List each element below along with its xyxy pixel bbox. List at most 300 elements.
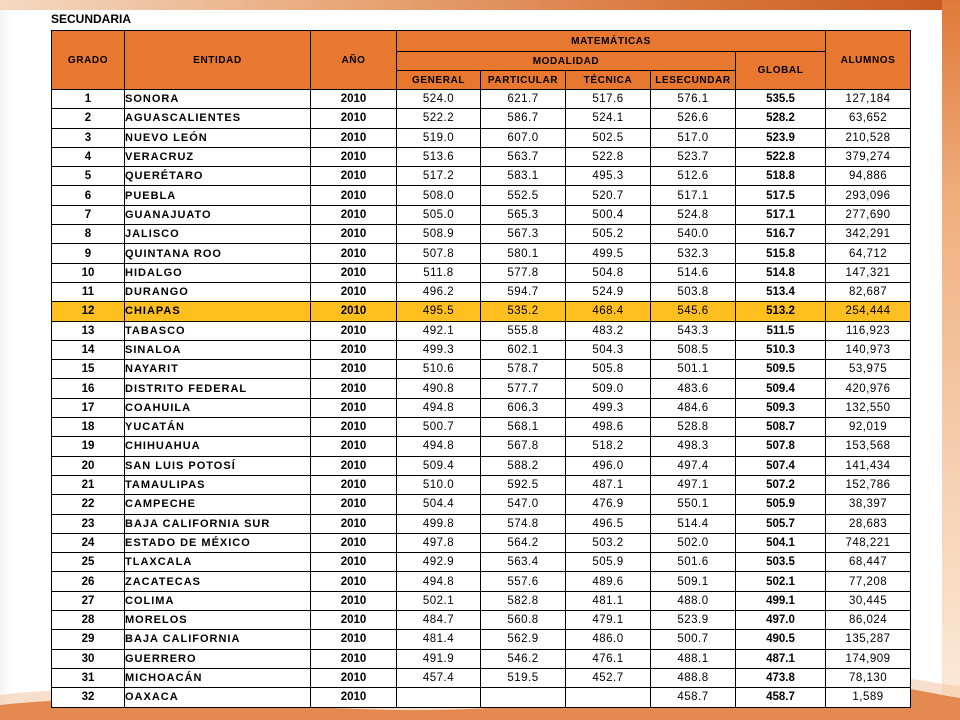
results-table bbox=[51, 30, 911, 708]
right-decorative-band bbox=[942, 0, 960, 700]
cell-tecnica: 504.8 bbox=[566, 263, 651, 282]
cell-general: 510.0 bbox=[397, 475, 481, 494]
cell-alumnos: 28,683 bbox=[826, 514, 911, 533]
cell-general: 491.9 bbox=[397, 649, 481, 668]
cell-grado: 3 bbox=[52, 128, 125, 147]
cell-particular: 564.2 bbox=[481, 533, 566, 552]
table-row bbox=[52, 379, 911, 398]
cell-particular: 574.8 bbox=[481, 514, 566, 533]
cell-alumnos: 63,652 bbox=[826, 109, 911, 128]
cell-particular: 546.2 bbox=[481, 649, 566, 668]
cell-global: 518.8 bbox=[736, 167, 826, 186]
cell-grado: 20 bbox=[52, 456, 125, 475]
cell-general: 499.8 bbox=[397, 514, 481, 533]
cell-ano: 2010 bbox=[311, 147, 397, 166]
cell-ano: 2010 bbox=[311, 688, 397, 707]
cell-telesecundaria: 512.6 bbox=[651, 167, 736, 186]
cell-entidad: MICHOACÁN bbox=[125, 668, 311, 687]
table-row bbox=[52, 630, 911, 649]
cell-tecnica: 496.5 bbox=[566, 514, 651, 533]
cell-general: 494.8 bbox=[397, 572, 481, 591]
cell-telesecundaria: 500.7 bbox=[651, 630, 736, 649]
cell-particular: 555.8 bbox=[481, 321, 566, 340]
col-header-matematicas: MATEMÁTICAS bbox=[397, 31, 826, 52]
cell-grado: 22 bbox=[52, 495, 125, 514]
cell-general: 507.8 bbox=[397, 244, 481, 263]
cell-entidad: MORELOS bbox=[125, 611, 311, 630]
cell-global: 522.8 bbox=[736, 147, 826, 166]
cell-telesecundaria: 523.7 bbox=[651, 147, 736, 166]
cell-alumnos: 77,208 bbox=[826, 572, 911, 591]
cell-grado: 30 bbox=[52, 649, 125, 668]
cell-general: 494.8 bbox=[397, 398, 481, 417]
cell-grado: 25 bbox=[52, 553, 125, 572]
cell-ano: 2010 bbox=[311, 649, 397, 668]
cell-general: 492.1 bbox=[397, 321, 481, 340]
cell-tecnica: 505.2 bbox=[566, 225, 651, 244]
col-header-tecnica: TÉCNICA bbox=[566, 71, 651, 90]
cell-global: 499.1 bbox=[736, 591, 826, 610]
cell-telesecundaria: 514.4 bbox=[651, 514, 736, 533]
cell-grado: 4 bbox=[52, 147, 125, 166]
cell-telesecundaria: 514.6 bbox=[651, 263, 736, 282]
col-header-ano: AÑO bbox=[311, 31, 397, 90]
cell-particular bbox=[481, 688, 566, 707]
table-row bbox=[52, 398, 911, 417]
cell-entidad: DISTRITO FEDERAL bbox=[125, 379, 311, 398]
cell-global: 509.4 bbox=[736, 379, 826, 398]
cell-ano: 2010 bbox=[311, 495, 397, 514]
cell-alumnos: 420,976 bbox=[826, 379, 911, 398]
cell-alumnos: 92,019 bbox=[826, 418, 911, 437]
cell-entidad: HIDALGO bbox=[125, 263, 311, 282]
cell-grado: 14 bbox=[52, 340, 125, 359]
cell-ano: 2010 bbox=[311, 321, 397, 340]
cell-grado: 26 bbox=[52, 572, 125, 591]
cell-general: 494.8 bbox=[397, 437, 481, 456]
cell-grado: 11 bbox=[52, 282, 125, 301]
cell-tecnica: 498.6 bbox=[566, 418, 651, 437]
cell-grado: 32 bbox=[52, 688, 125, 707]
cell-global: 517.1 bbox=[736, 205, 826, 224]
table-row bbox=[52, 533, 911, 552]
cell-entidad: SONORA bbox=[125, 90, 311, 109]
cell-ano: 2010 bbox=[311, 109, 397, 128]
cell-tecnica: 517.6 bbox=[566, 90, 651, 109]
cell-tecnica: 503.2 bbox=[566, 533, 651, 552]
cell-general: 522.2 bbox=[397, 109, 481, 128]
cell-particular: 578.7 bbox=[481, 360, 566, 379]
cell-tecnica bbox=[566, 688, 651, 707]
cell-alumnos: 277,690 bbox=[826, 205, 911, 224]
cell-alumnos: 132,550 bbox=[826, 398, 911, 417]
cell-telesecundaria: 545.6 bbox=[651, 302, 736, 321]
cell-entidad: QUINTANA ROO bbox=[125, 244, 311, 263]
cell-tecnica: 496.0 bbox=[566, 456, 651, 475]
cell-alumnos: 210,528 bbox=[826, 128, 911, 147]
cell-global: 511.5 bbox=[736, 321, 826, 340]
cell-general: 499.3 bbox=[397, 340, 481, 359]
cell-particular: 606.3 bbox=[481, 398, 566, 417]
cell-ano: 2010 bbox=[311, 418, 397, 437]
cell-telesecundaria: 526.6 bbox=[651, 109, 736, 128]
cell-grado: 16 bbox=[52, 379, 125, 398]
table-body bbox=[52, 90, 911, 708]
cell-entidad: NUEVO LEÓN bbox=[125, 128, 311, 147]
cell-entidad: OAXACA bbox=[125, 688, 311, 707]
cell-telesecundaria: 501.1 bbox=[651, 360, 736, 379]
cell-ano: 2010 bbox=[311, 456, 397, 475]
cell-tecnica: 489.6 bbox=[566, 572, 651, 591]
cell-grado: 28 bbox=[52, 611, 125, 630]
cell-particular: 567.3 bbox=[481, 225, 566, 244]
cell-entidad: ESTADO DE MÉXICO bbox=[125, 533, 311, 552]
cell-tecnica: 499.3 bbox=[566, 398, 651, 417]
cell-global: 535.5 bbox=[736, 90, 826, 109]
table-row bbox=[52, 360, 911, 379]
cell-ano: 2010 bbox=[311, 302, 397, 321]
cell-general: 502.1 bbox=[397, 591, 481, 610]
cell-particular: 567.8 bbox=[481, 437, 566, 456]
cell-particular: 535.2 bbox=[481, 302, 566, 321]
cell-ano: 2010 bbox=[311, 553, 397, 572]
cell-ano: 2010 bbox=[311, 475, 397, 494]
cell-entidad: GUERRERO bbox=[125, 649, 311, 668]
cell-general: 508.9 bbox=[397, 225, 481, 244]
cell-global: 517.5 bbox=[736, 186, 826, 205]
table-row bbox=[52, 572, 911, 591]
cell-particular: 519.5 bbox=[481, 668, 566, 687]
table-row bbox=[52, 302, 911, 321]
cell-tecnica: 495.3 bbox=[566, 167, 651, 186]
cell-particular: 621.7 bbox=[481, 90, 566, 109]
cell-ano: 2010 bbox=[311, 611, 397, 630]
cell-particular: 588.2 bbox=[481, 456, 566, 475]
cell-telesecundaria: 497.1 bbox=[651, 475, 736, 494]
cell-tecnica: 524.9 bbox=[566, 282, 651, 301]
cell-global: 505.9 bbox=[736, 495, 826, 514]
cell-particular: 563.7 bbox=[481, 147, 566, 166]
col-header-modalidad: MODALIDAD bbox=[397, 52, 736, 71]
cell-tecnica: 486.0 bbox=[566, 630, 651, 649]
cell-entidad: DURANGO bbox=[125, 282, 311, 301]
cell-grado: 12 bbox=[52, 302, 125, 321]
cell-tecnica: 504.3 bbox=[566, 340, 651, 359]
cell-ano: 2010 bbox=[311, 514, 397, 533]
cell-alumnos: 152,786 bbox=[826, 475, 911, 494]
table-row bbox=[52, 418, 911, 437]
cell-tecnica: 483.2 bbox=[566, 321, 651, 340]
table-row bbox=[52, 475, 911, 494]
table-row bbox=[52, 553, 911, 572]
table-row bbox=[52, 688, 911, 707]
cell-ano: 2010 bbox=[311, 533, 397, 552]
col-header-grado: GRADO bbox=[52, 31, 125, 90]
cell-alumnos: 127,184 bbox=[826, 90, 911, 109]
cell-global: 458.7 bbox=[736, 688, 826, 707]
cell-global: 487.1 bbox=[736, 649, 826, 668]
cell-global: 473.8 bbox=[736, 668, 826, 687]
cell-grado: 19 bbox=[52, 437, 125, 456]
cell-tecnica: 476.1 bbox=[566, 649, 651, 668]
cell-particular: 557.6 bbox=[481, 572, 566, 591]
cell-grado: 2 bbox=[52, 109, 125, 128]
cell-general: 511.8 bbox=[397, 263, 481, 282]
cell-particular: 565.3 bbox=[481, 205, 566, 224]
cell-ano: 2010 bbox=[311, 591, 397, 610]
table-row bbox=[52, 244, 911, 263]
cell-tecnica: 468.4 bbox=[566, 302, 651, 321]
cell-telesecundaria: 488.0 bbox=[651, 591, 736, 610]
cell-particular: 592.5 bbox=[481, 475, 566, 494]
cell-grado: 13 bbox=[52, 321, 125, 340]
cell-alumnos: 1,589 bbox=[826, 688, 911, 707]
cell-global: 497.0 bbox=[736, 611, 826, 630]
cell-alumnos: 53,975 bbox=[826, 360, 911, 379]
cell-ano: 2010 bbox=[311, 244, 397, 263]
cell-ano: 2010 bbox=[311, 167, 397, 186]
cell-particular: 594.7 bbox=[481, 282, 566, 301]
cell-global: 507.2 bbox=[736, 475, 826, 494]
cell-tecnica: 452.7 bbox=[566, 668, 651, 687]
cell-general bbox=[397, 688, 481, 707]
top-decorative-band bbox=[0, 0, 960, 10]
cell-ano: 2010 bbox=[311, 360, 397, 379]
cell-general: 495.5 bbox=[397, 302, 481, 321]
cell-global: 510.3 bbox=[736, 340, 826, 359]
cell-global: 515.8 bbox=[736, 244, 826, 263]
cell-grado: 7 bbox=[52, 205, 125, 224]
table-header bbox=[52, 31, 911, 90]
cell-alumnos: 64,712 bbox=[826, 244, 911, 263]
table-row bbox=[52, 321, 911, 340]
cell-particular: 582.8 bbox=[481, 591, 566, 610]
table-row bbox=[52, 147, 911, 166]
table-row bbox=[52, 437, 911, 456]
cell-entidad: VERACRUZ bbox=[125, 147, 311, 166]
cell-general: 481.4 bbox=[397, 630, 481, 649]
cell-tecnica: 479.1 bbox=[566, 611, 651, 630]
cell-ano: 2010 bbox=[311, 437, 397, 456]
col-header-particular: PARTICULAR bbox=[481, 71, 566, 90]
cell-telesecundaria: 502.0 bbox=[651, 533, 736, 552]
cell-tecnica: 509.0 bbox=[566, 379, 651, 398]
cell-entidad: COLIMA bbox=[125, 591, 311, 610]
table-row bbox=[52, 456, 911, 475]
cell-tecnica: 500.4 bbox=[566, 205, 651, 224]
cell-alumnos: 293,096 bbox=[826, 186, 911, 205]
cell-entidad: QUERÉTARO bbox=[125, 167, 311, 186]
cell-grado: 9 bbox=[52, 244, 125, 263]
cell-global: 508.7 bbox=[736, 418, 826, 437]
cell-alumnos: 174,909 bbox=[826, 649, 911, 668]
cell-alumnos: 748,221 bbox=[826, 533, 911, 552]
left-shade bbox=[0, 0, 12, 720]
cell-entidad: CHIAPAS bbox=[125, 302, 311, 321]
table-row bbox=[52, 186, 911, 205]
cell-entidad: COAHUILA bbox=[125, 398, 311, 417]
cell-telesecundaria: 576.1 bbox=[651, 90, 736, 109]
cell-alumnos: 78,130 bbox=[826, 668, 911, 687]
cell-general: 490.8 bbox=[397, 379, 481, 398]
cell-particular: 562.9 bbox=[481, 630, 566, 649]
cell-particular: 568.1 bbox=[481, 418, 566, 437]
col-header-global: GLOBAL bbox=[736, 52, 826, 90]
cell-global: 503.5 bbox=[736, 553, 826, 572]
cell-general: 519.0 bbox=[397, 128, 481, 147]
cell-particular: 547.0 bbox=[481, 495, 566, 514]
cell-grado: 6 bbox=[52, 186, 125, 205]
cell-telesecundaria: 550.1 bbox=[651, 495, 736, 514]
cell-alumnos: 30,445 bbox=[826, 591, 911, 610]
cell-entidad: CHIHUAHUA bbox=[125, 437, 311, 456]
cell-alumnos: 342,291 bbox=[826, 225, 911, 244]
cell-telesecundaria: 501.6 bbox=[651, 553, 736, 572]
cell-alumnos: 379,274 bbox=[826, 147, 911, 166]
cell-global: 507.8 bbox=[736, 437, 826, 456]
cell-telesecundaria: 497.4 bbox=[651, 456, 736, 475]
cell-entidad: SAN LUIS POTOSÍ bbox=[125, 456, 311, 475]
cell-tecnica: 499.5 bbox=[566, 244, 651, 263]
cell-telesecundaria: 498.3 bbox=[651, 437, 736, 456]
col-header-entidad: ENTIDAD bbox=[125, 31, 311, 90]
cell-alumnos: 141,434 bbox=[826, 456, 911, 475]
cell-telesecundaria: 523.9 bbox=[651, 611, 736, 630]
cell-telesecundaria: 488.8 bbox=[651, 668, 736, 687]
cell-general: 500.7 bbox=[397, 418, 481, 437]
cell-particular: 563.4 bbox=[481, 553, 566, 572]
cell-entidad: YUCATÁN bbox=[125, 418, 311, 437]
cell-tecnica: 502.5 bbox=[566, 128, 651, 147]
cell-global: 513.2 bbox=[736, 302, 826, 321]
cell-telesecundaria: 524.8 bbox=[651, 205, 736, 224]
table-row bbox=[52, 591, 911, 610]
cell-ano: 2010 bbox=[311, 379, 397, 398]
cell-grado: 15 bbox=[52, 360, 125, 379]
cell-ano: 2010 bbox=[311, 282, 397, 301]
table-row bbox=[52, 514, 911, 533]
col-header-alumnos: ALUMNOS bbox=[826, 31, 911, 90]
cell-tecnica: 518.2 bbox=[566, 437, 651, 456]
cell-grado: 23 bbox=[52, 514, 125, 533]
cell-global: 516.7 bbox=[736, 225, 826, 244]
cell-entidad: GUANAJUATO bbox=[125, 205, 311, 224]
cell-grado: 17 bbox=[52, 398, 125, 417]
cell-particular: 580.1 bbox=[481, 244, 566, 263]
cell-particular: 607.0 bbox=[481, 128, 566, 147]
cell-global: 490.5 bbox=[736, 630, 826, 649]
table-row bbox=[52, 668, 911, 687]
cell-telesecundaria: 540.0 bbox=[651, 225, 736, 244]
table-row bbox=[52, 90, 911, 109]
cell-alumnos: 68,447 bbox=[826, 553, 911, 572]
cell-telesecundaria: 509.1 bbox=[651, 572, 736, 591]
cell-alumnos: 153,568 bbox=[826, 437, 911, 456]
cell-entidad: JALISCO bbox=[125, 225, 311, 244]
cell-global: 528.2 bbox=[736, 109, 826, 128]
cell-grado: 24 bbox=[52, 533, 125, 552]
cell-alumnos: 140,973 bbox=[826, 340, 911, 359]
cell-global: 513.4 bbox=[736, 282, 826, 301]
cell-tecnica: 520.7 bbox=[566, 186, 651, 205]
cell-entidad: CAMPECHE bbox=[125, 495, 311, 514]
table-row bbox=[52, 282, 911, 301]
cell-global: 502.1 bbox=[736, 572, 826, 591]
table-row bbox=[52, 263, 911, 282]
cell-general: 524.0 bbox=[397, 90, 481, 109]
cell-tecnica: 524.1 bbox=[566, 109, 651, 128]
cell-grado: 27 bbox=[52, 591, 125, 610]
cell-global: 509.5 bbox=[736, 360, 826, 379]
cell-particular: 552.5 bbox=[481, 186, 566, 205]
cell-general: 504.4 bbox=[397, 495, 481, 514]
cell-grado: 31 bbox=[52, 668, 125, 687]
table-row bbox=[52, 225, 911, 244]
cell-grado: 8 bbox=[52, 225, 125, 244]
cell-telesecundaria: 517.1 bbox=[651, 186, 736, 205]
cell-telesecundaria: 483.6 bbox=[651, 379, 736, 398]
cell-ano: 2010 bbox=[311, 128, 397, 147]
cell-particular: 602.1 bbox=[481, 340, 566, 359]
cell-entidad: TAMAULIPAS bbox=[125, 475, 311, 494]
cell-global: 504.1 bbox=[736, 533, 826, 552]
cell-grado: 18 bbox=[52, 418, 125, 437]
cell-entidad: SINALOA bbox=[125, 340, 311, 359]
table-row bbox=[52, 611, 911, 630]
cell-entidad: PUEBLA bbox=[125, 186, 311, 205]
cell-entidad: ZACATECAS bbox=[125, 572, 311, 591]
cell-telesecundaria: 532.3 bbox=[651, 244, 736, 263]
cell-ano: 2010 bbox=[311, 668, 397, 687]
table-row bbox=[52, 495, 911, 514]
cell-grado: 21 bbox=[52, 475, 125, 494]
table-row bbox=[52, 109, 911, 128]
cell-tecnica: 522.8 bbox=[566, 147, 651, 166]
cell-particular: 577.8 bbox=[481, 263, 566, 282]
cell-particular: 586.7 bbox=[481, 109, 566, 128]
cell-alumnos: 135,287 bbox=[826, 630, 911, 649]
cell-ano: 2010 bbox=[311, 630, 397, 649]
cell-entidad: BAJA CALIFORNIA SUR bbox=[125, 514, 311, 533]
cell-alumnos: 94,886 bbox=[826, 167, 911, 186]
cell-ano: 2010 bbox=[311, 225, 397, 244]
cell-alumnos: 254,444 bbox=[826, 302, 911, 321]
cell-particular: 577.7 bbox=[481, 379, 566, 398]
cell-tecnica: 476.9 bbox=[566, 495, 651, 514]
cell-grado: 10 bbox=[52, 263, 125, 282]
cell-telesecundaria: 458.7 bbox=[651, 688, 736, 707]
cell-global: 505.7 bbox=[736, 514, 826, 533]
cell-global: 507.4 bbox=[736, 456, 826, 475]
col-header-telesecundaria: LESECUNDAR bbox=[651, 71, 736, 90]
cell-alumnos: 116,923 bbox=[826, 321, 911, 340]
cell-general: 508.0 bbox=[397, 186, 481, 205]
cell-general: 457.4 bbox=[397, 668, 481, 687]
table-row bbox=[52, 340, 911, 359]
cell-general: 510.6 bbox=[397, 360, 481, 379]
cell-telesecundaria: 503.8 bbox=[651, 282, 736, 301]
cell-tecnica: 505.9 bbox=[566, 553, 651, 572]
page-title: SECUNDARIA bbox=[51, 12, 132, 26]
cell-alumnos: 82,687 bbox=[826, 282, 911, 301]
cell-grado: 5 bbox=[52, 167, 125, 186]
table-row bbox=[52, 167, 911, 186]
col-header-general: GENERAL bbox=[397, 71, 481, 90]
cell-particular: 583.1 bbox=[481, 167, 566, 186]
cell-entidad: TLAXCALA bbox=[125, 553, 311, 572]
cell-particular: 560.8 bbox=[481, 611, 566, 630]
cell-ano: 2010 bbox=[311, 572, 397, 591]
